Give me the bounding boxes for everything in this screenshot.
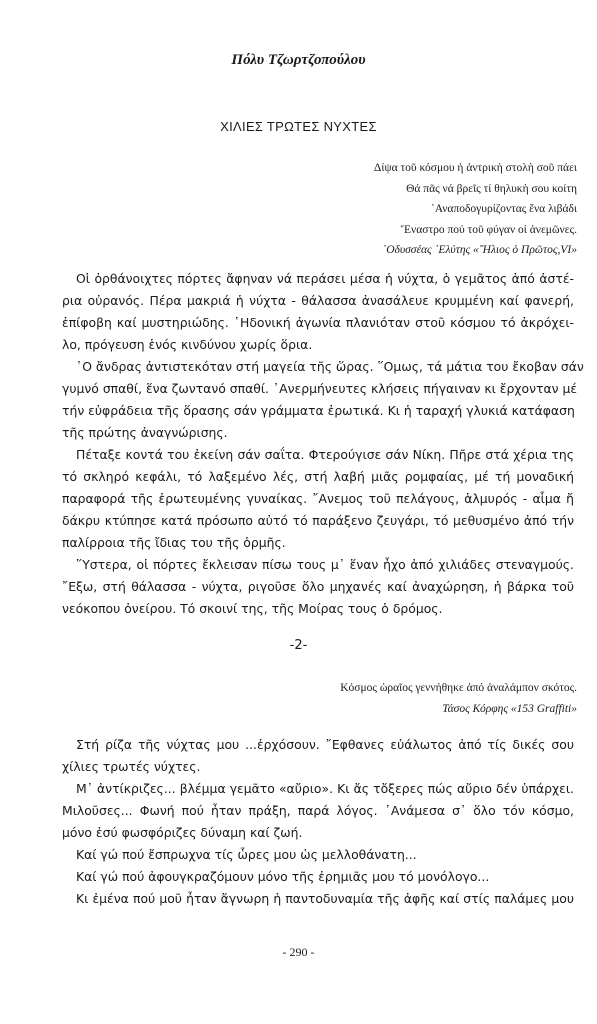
body-line: τήν εὐφράδεια τῆς ὅρασης σάν γράμματα ἐρωτικά. Κι ἡ ταραχή γλυκιά κατάφαση [62, 403, 575, 418]
body-line: Καί γώ πού ἀφουγκραζόμουν μόνο τῆς ἐρημιᾶς μου τό μονόλογο... [76, 869, 490, 884]
epigraph-citation: ᾿Οδυσσέας ᾿Ελύτης «῞Ηλιος ὁ Πρῶτος,VI» [382, 244, 577, 256]
body-line: Κι ἐμένα πού μοῦ ἦταν ἄγνωρη ἡ παντοδυναμία τῆς ἀφῆς καί στίς παλάμες μου [76, 891, 574, 906]
body-line: Πέταξε κοντά του ἐκείνη σάν σαΐτα. Φτερούγισε σάν Νίκη. Πῆρε στά χέρια της [76, 447, 574, 462]
body-line: νεόκοπου ὀνείρου. Τό σκοινί της, τῆς Μοίρας τους ὁ δρόμος. [62, 601, 443, 616]
body-line: παραφορά τῆς ἐρωτευμένης γυναίκας. ῎Ανεμος τοῦ πελάγους, ἁλμυρός - αἷμα ἤ [62, 491, 574, 506]
author-header: Πόλυ Τζωρτζοπούλου [231, 52, 366, 68]
body-line: παλίρροια τῆς ἴδιας του τῆς ὁρμῆς. [62, 535, 286, 550]
body-line: Καί γώ πού ἔσπρωχνα τίς ὧρες μου ὡς μελλοθάνατη... [76, 847, 417, 862]
body-line: ἐπίφοβη καί μυστηριώδης. ῾Ηδονική ἀγωνία πλανιόταν στοῦ κόσμου τό ἀκρόχει- [62, 315, 574, 330]
poem-title: ΧΙΛΙΕΣ ΤΡΩΤΕΣ ΝΥΧΤΕΣ [220, 119, 377, 134]
body-line: Οἱ ὀρθάνοιχτες πόρτες ἄφηναν νά περάσει μέσα ἡ νύχτα, ὁ γεμᾶτος ἀπό ἀστέ- [76, 271, 574, 286]
epigraph-1 [374, 158, 577, 261]
epigraph-line: Ἔναστρο πού τοῦ φύγαν οἱ ἀνεμῶνες. [400, 223, 577, 236]
body-line: μόνο ἐσύ φωσφόριζες δύναμη καί ζωή. [62, 825, 303, 840]
body-line: Μιλοῦσες... Φωνή πού ἦταν πράξη, παρά λόγος. ᾿Ανάμεσα σ᾿ ὅλο τόν κόσμο, [62, 803, 574, 818]
body-line: χίλιες τρωτές νύχτες. [62, 759, 201, 774]
body-line: τῆς πρώτης ἀναγνώρισης. [62, 425, 228, 440]
epigraph-line: ᾿Αναποδογυρίζοντας ἕνα λιβάδι [430, 203, 577, 215]
body-line: δάκρυ κτύπησε κατά πρόσωπο αὐτό τό παράξενο ζευγάρι, τό μεθυσμένο ἀπό τήν [62, 513, 574, 528]
body-line: γυμνό σπαθί, ἕνα ζωντανό σπαθί. ᾿Ανερμήνευτες κλήσεις πήγαιναν κι ἔρχονταν μέ [62, 381, 578, 396]
epigraph-line: Δίψα τοῦ κόσμου ἡ ἀντρικὴ στολὴ σοῦ πάει [373, 162, 577, 174]
body-line: ῾Ο ἄνδρας ἀντιστεκόταν στή μαγεία τῆς ὥρας. ῞Ομως, τά μάτια του ἔκοβαν σάν [76, 359, 584, 374]
epigraph-line: Θά πᾶς νά βρεῖς τί θηλυκὴ σου κοίτη [406, 182, 577, 195]
section-marker: -2- [289, 638, 308, 653]
epigraph-2 [340, 678, 577, 719]
epigraph-citation: Τάσος Κόρφης «153 Graffiti» [442, 702, 577, 715]
section-2-body [62, 734, 574, 910]
body-line: ρια οὐρανός. Πέρα μακριά ἡ νύχτα - θάλασσα ἀνασάλευε κρυμμένη καί φανερή, [62, 293, 574, 308]
body-line: ῎Εξω, στή θάλασσα - νύχτα, ριγοῦσε ὅλο μηχανές καί ἀναχώρηση, ἡ βάρκα τοῦ [62, 579, 574, 594]
body-line: λο, πρόγευση ἑνός κινδύνου χωρίς ὅρια. [62, 337, 313, 352]
section-1-body [62, 268, 584, 620]
page-number: - 290 - [282, 945, 315, 959]
body-line: τό σκληρό κεφάλι, τό λαξεμένο λές, στή λαβή μιᾶς ρομφαίας, μέ τή μοναδική [62, 469, 574, 484]
body-line: Μ᾿ ἀντίκριζες... βλέμμα γεμᾶτο «αὔριο». Κι ἄς τὄξερες πώς αὔριο δέν ὑπάρχει. [76, 781, 574, 796]
body-line: ῞Υστερα, οἱ πόρτες ἔκλεισαν πίσω τους μ᾿ ἕναν ἦχο ἀπό χιλιάδες στεναγμούς. [76, 557, 574, 572]
body-line: Στή ρίζα τῆς νύχτας μου ...ἐρχόσουν. ῎Εφθανες εὐάλωτος ἀπό τίς δικές σου [76, 737, 574, 752]
epigraph-line: Κόσμος ὡραῖος γεννήθηκε ἀπό ἀναλάμπον σκότος. [340, 682, 577, 694]
